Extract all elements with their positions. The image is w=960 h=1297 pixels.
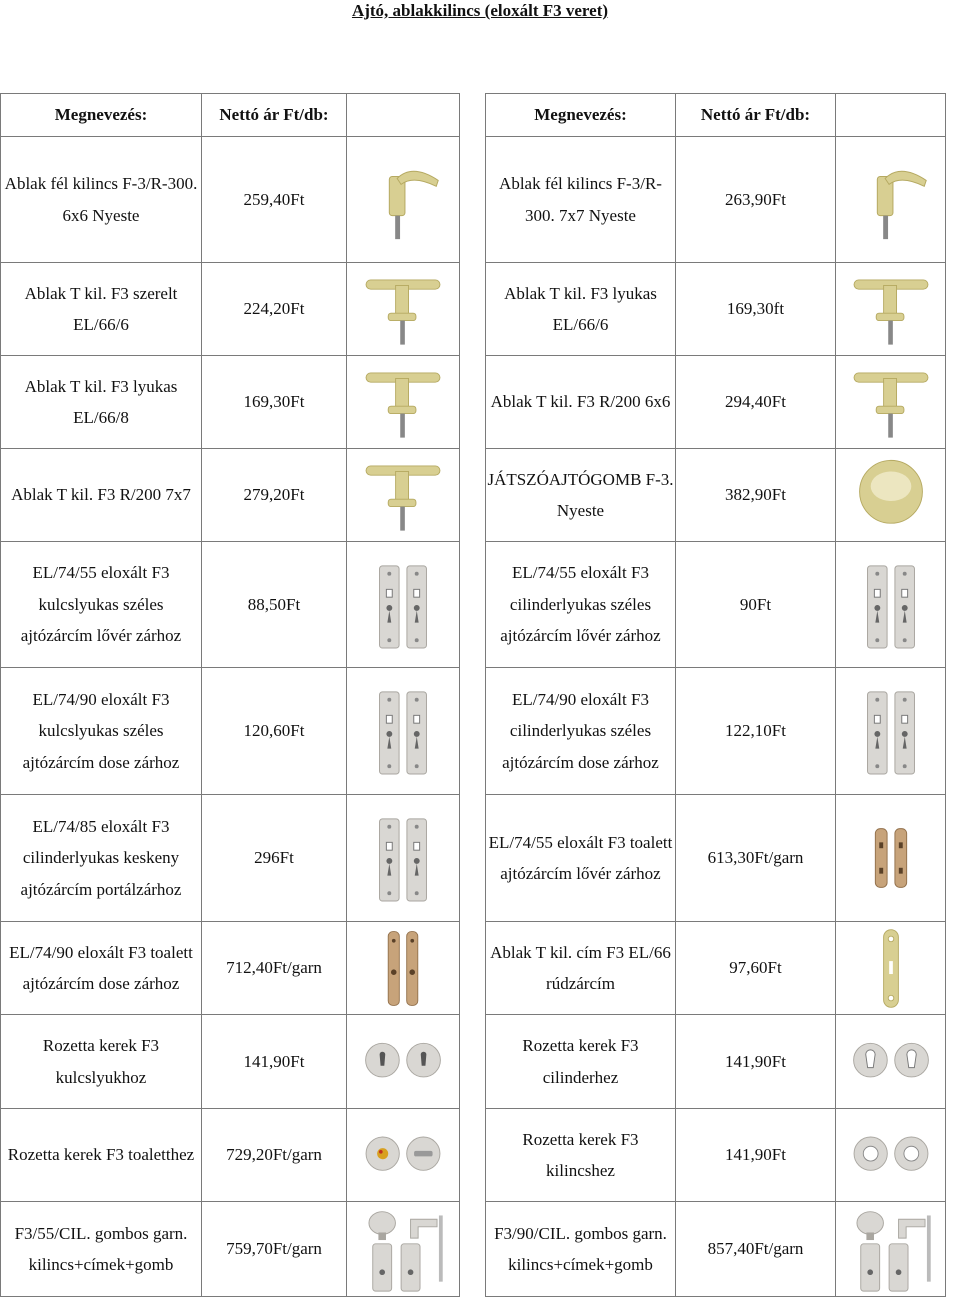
product-price: 382,90Ft bbox=[676, 449, 836, 542]
product-price: 97,60Ft bbox=[676, 922, 836, 1015]
product-name: Ablak T kil. F3 szerelt EL/66/6 bbox=[1, 263, 202, 356]
knob-handle-set-icon bbox=[347, 1206, 459, 1293]
table-row bbox=[486, 137, 946, 263]
short-plate-pair-icon bbox=[836, 813, 945, 903]
product-image bbox=[347, 1015, 460, 1109]
header-image bbox=[836, 94, 946, 137]
product-image bbox=[836, 1109, 946, 1202]
door-plate-pair-icon bbox=[347, 813, 459, 903]
product-image bbox=[347, 449, 460, 542]
product-name: Ablak T kil. F3 lyukas EL/66/8 bbox=[1, 356, 202, 449]
product-image bbox=[836, 137, 946, 263]
page-title: Ajtó, ablakkilincs (eloxált F3 veret) bbox=[351, 1, 609, 20]
product-name: EL/74/90 eloxált F3 toalett ajtózárcím dose zárhoz bbox=[1, 922, 202, 1015]
header-name: Megnevezés: bbox=[1, 94, 202, 137]
product-price: 90Ft bbox=[676, 542, 836, 668]
table-row bbox=[486, 668, 946, 795]
product-image bbox=[347, 1109, 460, 1202]
product-price: 712,40Ft/garn bbox=[202, 922, 347, 1015]
table-row bbox=[1, 542, 460, 668]
table-row bbox=[486, 356, 946, 449]
table-row bbox=[486, 263, 946, 356]
product-price: 88,50Ft bbox=[202, 542, 347, 668]
table-row bbox=[1, 922, 460, 1015]
product-name: EL/74/55 eloxált F3 cilinderlyukas széles ajtózárcím lővér zárhoz bbox=[486, 542, 676, 668]
product-price: 279,20Ft bbox=[202, 449, 347, 542]
product-price: 729,20Ft/garn bbox=[202, 1109, 347, 1202]
product-image bbox=[836, 356, 946, 449]
window-half-handle-icon bbox=[347, 155, 459, 245]
table-row bbox=[486, 922, 946, 1015]
header-price: Nettó ár Ft/db: bbox=[202, 94, 347, 137]
product-price: 169,30Ft bbox=[202, 356, 347, 449]
product-image bbox=[836, 263, 946, 356]
product-name: F3/90/CIL. gombos garn. kilincs+címek+gomb bbox=[486, 1202, 676, 1297]
product-name: Ablak fél kilincs F-3/R-300. 7x7 Nyeste bbox=[486, 137, 676, 263]
product-price: 759,70Ft/garn bbox=[202, 1202, 347, 1297]
product-image bbox=[347, 795, 460, 922]
t-handle-icon bbox=[347, 267, 459, 352]
product-name: Ablak T kil. F3 lyukas EL/66/6 bbox=[486, 263, 676, 356]
table-row bbox=[486, 542, 946, 668]
knob-handle-set-icon bbox=[836, 1206, 945, 1293]
product-price: 169,30ft bbox=[676, 263, 836, 356]
product-price: 141,90Ft bbox=[676, 1015, 836, 1109]
product-price: 141,90Ft bbox=[676, 1109, 836, 1202]
product-image bbox=[347, 1202, 460, 1297]
door-knob-icon bbox=[836, 453, 945, 538]
door-plate-pair-icon bbox=[347, 560, 459, 650]
header-name: Megnevezés: bbox=[486, 94, 676, 137]
table-row bbox=[486, 1015, 946, 1109]
product-name: Rozetta kerek F3 kulcslyukhoz bbox=[1, 1015, 202, 1109]
product-price: 259,40Ft bbox=[202, 137, 347, 263]
product-image bbox=[836, 668, 946, 795]
product-image bbox=[836, 1202, 946, 1297]
t-handle-icon bbox=[836, 267, 945, 352]
table-row bbox=[1, 356, 460, 449]
product-name: EL/74/85 eloxált F3 cilinderlyukas keskeny ajtózárcím portálzárhoz bbox=[1, 795, 202, 922]
window-half-handle-icon bbox=[836, 155, 945, 245]
product-name: EL/74/90 eloxált F3 cilinderlyukas széles ajtózárcím dose zárhoz bbox=[486, 668, 676, 795]
table-row bbox=[486, 449, 946, 542]
table-body-left bbox=[1, 137, 460, 1297]
product-name: Ablak T kil. cím F3 EL/66 rúdzárcím bbox=[486, 922, 676, 1015]
table-row bbox=[1, 137, 460, 263]
table-row bbox=[486, 795, 946, 922]
product-image bbox=[836, 449, 946, 542]
product-price: 141,90Ft bbox=[202, 1015, 347, 1109]
header-image bbox=[347, 94, 460, 137]
table-body-right bbox=[486, 137, 946, 1297]
product-image bbox=[347, 137, 460, 263]
product-name: Ablak T kil. F3 R/200 6x6 bbox=[486, 356, 676, 449]
round-rosette-cylinder-icon bbox=[836, 1019, 945, 1105]
product-image bbox=[347, 922, 460, 1015]
t-handle-icon bbox=[347, 453, 459, 538]
table-row bbox=[1, 668, 460, 795]
product-name: Rozetta kerek F3 cilinderhez bbox=[486, 1015, 676, 1109]
round-rosette-keyhole-icon bbox=[347, 1019, 459, 1105]
table-row bbox=[1, 1109, 460, 1202]
product-price: 263,90Ft bbox=[676, 137, 836, 263]
price-table-right bbox=[485, 93, 946, 1297]
product-name: Ablak T kil. F3 R/200 7x7 bbox=[1, 449, 202, 542]
product-image bbox=[836, 1015, 946, 1109]
product-name: F3/55/CIL. gombos garn. kilincs+címek+gomb bbox=[1, 1202, 202, 1297]
table-row bbox=[1, 449, 460, 542]
t-handle-icon bbox=[836, 360, 945, 445]
price-table-left bbox=[0, 93, 460, 1297]
door-plate-pair-icon bbox=[836, 560, 945, 650]
product-name: Rozetta kerek F3 kilincshez bbox=[486, 1109, 676, 1202]
product-name: EL/74/55 eloxált F3 toalett ajtózárcím lővér zárhoz bbox=[486, 795, 676, 922]
product-price: 296Ft bbox=[202, 795, 347, 922]
product-image bbox=[836, 542, 946, 668]
product-price: 857,40Ft/garn bbox=[676, 1202, 836, 1297]
t-handle-icon bbox=[347, 360, 459, 445]
product-price: 122,10Ft bbox=[676, 668, 836, 795]
product-image bbox=[347, 542, 460, 668]
product-image bbox=[836, 795, 946, 922]
round-rosette-toilet-icon bbox=[347, 1113, 459, 1198]
product-price: 120,60Ft bbox=[202, 668, 347, 795]
table-row bbox=[486, 1109, 946, 1202]
product-name: Ablak fél kilincs F-3/R-300. 6x6 Nyeste bbox=[1, 137, 202, 263]
door-plate-pair-icon bbox=[836, 686, 945, 776]
table-row bbox=[486, 1202, 946, 1297]
header-price: Nettó ár Ft/db: bbox=[676, 94, 836, 137]
table-row bbox=[1, 263, 460, 356]
table-row bbox=[1, 1015, 460, 1109]
product-image bbox=[347, 356, 460, 449]
door-plate-pair-icon bbox=[347, 686, 459, 776]
table-row bbox=[1, 1202, 460, 1297]
product-name: JÁTSZÓAJTÓGOMB F-3. Nyeste bbox=[486, 449, 676, 542]
product-image bbox=[836, 922, 946, 1015]
single-plate-icon bbox=[836, 926, 945, 1011]
product-price: 294,40Ft bbox=[676, 356, 836, 449]
product-image bbox=[347, 263, 460, 356]
product-price: 613,30Ft/garn bbox=[676, 795, 836, 922]
narrow-plate-pair-icon bbox=[347, 926, 459, 1011]
table-row bbox=[1, 795, 460, 922]
product-image bbox=[347, 668, 460, 795]
product-name: Rozetta kerek F3 toaletthez bbox=[1, 1109, 202, 1202]
product-name: EL/74/90 eloxált F3 kulcslyukas széles ajtózárcím dose zárhoz bbox=[1, 668, 202, 795]
product-name: EL/74/55 eloxált F3 kulcslyukas széles ajtózárcím lővér zárhoz bbox=[1, 542, 202, 668]
round-rosette-plain-icon bbox=[836, 1113, 945, 1198]
product-price: 224,20Ft bbox=[202, 263, 347, 356]
